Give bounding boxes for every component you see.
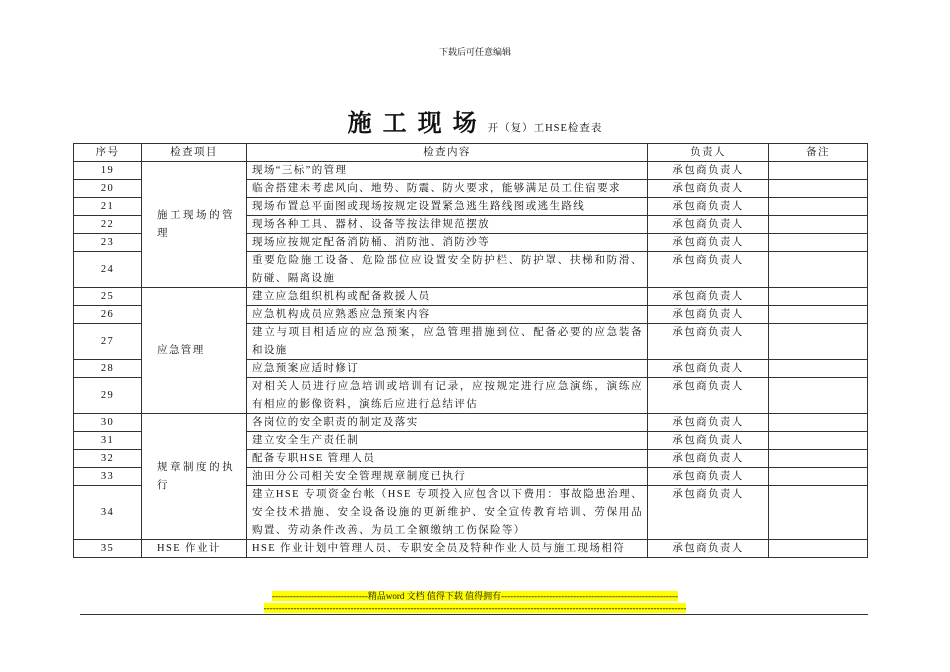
check-content-cell — [247, 216, 648, 234]
row-number: 19 — [74, 162, 142, 180]
responsible-person: 承包商负责人 — [648, 432, 769, 450]
row-number: 22 — [74, 216, 142, 234]
check-content-cell — [247, 468, 648, 486]
remark-cell — [769, 378, 868, 414]
remark-cell — [769, 450, 868, 468]
check-content-cell — [247, 180, 648, 198]
row-number: 29 — [74, 378, 142, 414]
table-row — [74, 162, 868, 180]
title-main: 施工现场 — [347, 111, 488, 137]
remark-cell — [769, 540, 868, 558]
check-content-text: 临舍搭建未考虑风向、地势、防震、防火要求，能够满足员工住宿要求 — [252, 183, 621, 194]
row-number: 20 — [74, 180, 142, 198]
check-item-label: 规章制度的执行 — [157, 462, 234, 491]
row-number: 34 — [74, 486, 142, 540]
check-content-cell — [247, 324, 648, 360]
row-number: 32 — [74, 450, 142, 468]
check-content-text: 建立应急组织机构或配备救援人员 — [252, 291, 431, 302]
check-content-cell — [247, 486, 648, 540]
remark-cell — [769, 360, 868, 378]
table-row — [74, 414, 868, 432]
check-item-label: HSE 作业计 — [157, 543, 221, 554]
check-content-cell — [247, 432, 648, 450]
responsible-person: 承包商负责人 — [648, 540, 769, 558]
row-number: 27 — [74, 324, 142, 360]
remark-cell — [769, 216, 868, 234]
remark-cell — [769, 468, 868, 486]
check-content-cell — [247, 234, 648, 252]
footer-dash-line — [0, 602, 950, 614]
responsible-person: 承包商负责人 — [648, 288, 769, 306]
check-item-cell — [142, 540, 247, 558]
check-item-label: 施工现场的管理 — [157, 210, 234, 239]
responsible-person: 承包商负责人 — [648, 450, 769, 468]
remark-cell — [769, 162, 868, 180]
responsible-person: 承包商负责人 — [648, 198, 769, 216]
hse-checklist-table — [73, 143, 868, 558]
check-content-cell — [247, 360, 648, 378]
check-content-text: 应急机构成员应熟悉应急预案内容 — [252, 309, 431, 320]
remark-cell — [769, 486, 868, 540]
responsible-person: 承包商负责人 — [648, 252, 769, 288]
remark-cell — [769, 414, 868, 432]
responsible-person: 承包商负责人 — [648, 306, 769, 324]
check-content-cell — [247, 540, 648, 558]
check-content-cell — [247, 450, 648, 468]
row-number: 26 — [74, 306, 142, 324]
check-content-text: 油田分公司相关安全管理规章制度已执行 — [252, 471, 467, 482]
title-sub: 开（复）工HSE检查表 — [487, 123, 603, 134]
table-head — [74, 144, 868, 162]
remark-cell — [769, 234, 868, 252]
check-content-cell — [247, 162, 648, 180]
check-item-label: 应急管理 — [157, 345, 205, 356]
check-content-cell — [247, 414, 648, 432]
check-content-text: 各岗位的安全职责的制定及落实 — [252, 417, 419, 428]
remark-cell — [769, 252, 868, 288]
check-content-text: HSE 作业计划中管理人员、专职安全员及特种作业人员与施工现场相符 — [252, 543, 626, 554]
remark-cell — [769, 432, 868, 450]
column-header-number: 序号 — [74, 144, 142, 162]
check-content-text: 现场各种工具、器材、设备等按法律规范摆放 — [252, 219, 490, 230]
row-number: 33 — [74, 468, 142, 486]
row-number: 24 — [74, 252, 142, 288]
check-content-cell — [247, 198, 648, 216]
remark-cell — [769, 306, 868, 324]
table-header-row — [74, 144, 868, 162]
table-row — [74, 288, 868, 306]
download-note: 下载后可任意编辑 — [438, 47, 511, 57]
footer-rule — [80, 614, 868, 615]
check-content-cell — [247, 288, 648, 306]
remark-cell — [769, 198, 868, 216]
check-item-cell — [142, 162, 247, 288]
responsible-person: 承包商负责人 — [648, 486, 769, 540]
column-header-remark: 备注 — [769, 144, 868, 162]
remark-cell — [769, 180, 868, 198]
footer-dash-text: --------------------------------------------------------------------------------------------------------------------------------------------- — [263, 603, 687, 613]
responsible-person: 承包商负责人 — [648, 378, 769, 414]
responsible-person: 承包商负责人 — [648, 162, 769, 180]
check-content-text: 应急预案应适时修订 — [252, 363, 360, 374]
checklist-body — [74, 162, 868, 558]
responsible-person: 承包商负责人 — [648, 324, 769, 360]
document-title — [0, 110, 950, 143]
table-row — [74, 540, 868, 558]
remark-cell — [769, 324, 868, 360]
check-content-text: 对相关人员进行应急培训或培训有记录，应按规定进行应急演练，演练应有相应的影像资料，演练后应进行总结评估 — [252, 381, 643, 410]
check-content-text: 现场“三标”的管理 — [252, 165, 348, 176]
row-number: 30 — [74, 414, 142, 432]
responsible-person: 承包商负责人 — [648, 216, 769, 234]
row-number: 35 — [74, 540, 142, 558]
footer-promo-line — [0, 590, 950, 602]
footer-promo-text: --------------------------------精品word 文档 值得下载 值得拥有----------------------------------------------------------- — [272, 591, 678, 601]
check-content-text: 配备专职HSE 管理人员 — [252, 453, 376, 464]
check-content-text: 建立HSE 专项资金台帐（HSE 专项投入应包含以下费用：事故隐患治理、安全技术措施、安全设备设施的更新维护、安全宣传教育培训、劳保用品购置、劳动条件改善、为员工全额缴纳工伤保险等） — [252, 489, 643, 536]
column-header-content: 检查内容 — [247, 144, 648, 162]
check-content-text: 现场布置总平面图或现场按规定设置紧急逃生路线图或逃生路线 — [252, 201, 586, 212]
check-content-cell — [247, 306, 648, 324]
check-content-text: 建立与项目相适应的应急预案，应急管理措施到位、配备必要的应急装备和设施 — [252, 327, 643, 356]
row-number: 28 — [74, 360, 142, 378]
check-content-cell — [247, 378, 648, 414]
check-item-cell — [142, 288, 247, 414]
column-header-item: 检查项目 — [142, 144, 247, 162]
responsible-person: 承包商负责人 — [648, 468, 769, 486]
check-content-text: 现场应按规定配备消防桶、消防池、消防沙等 — [252, 237, 490, 248]
responsible-person: 承包商负责人 — [648, 180, 769, 198]
check-content-text: 重要危险施工设备、危险部位应设置安全防护栏、防护罩、扶梯和防滑、防碰、隔离设施 — [252, 255, 643, 284]
row-number: 25 — [74, 288, 142, 306]
check-item-cell — [142, 414, 247, 540]
responsible-person: 承包商负责人 — [648, 360, 769, 378]
responsible-person: 承包商负责人 — [648, 414, 769, 432]
check-content-text: 建立安全生产责任制 — [252, 435, 360, 446]
row-number: 31 — [74, 432, 142, 450]
remark-cell — [769, 288, 868, 306]
column-header-owner: 负责人 — [648, 144, 769, 162]
row-number: 21 — [74, 198, 142, 216]
check-content-cell — [247, 252, 648, 288]
responsible-person: 承包商负责人 — [648, 234, 769, 252]
row-number: 23 — [74, 234, 142, 252]
